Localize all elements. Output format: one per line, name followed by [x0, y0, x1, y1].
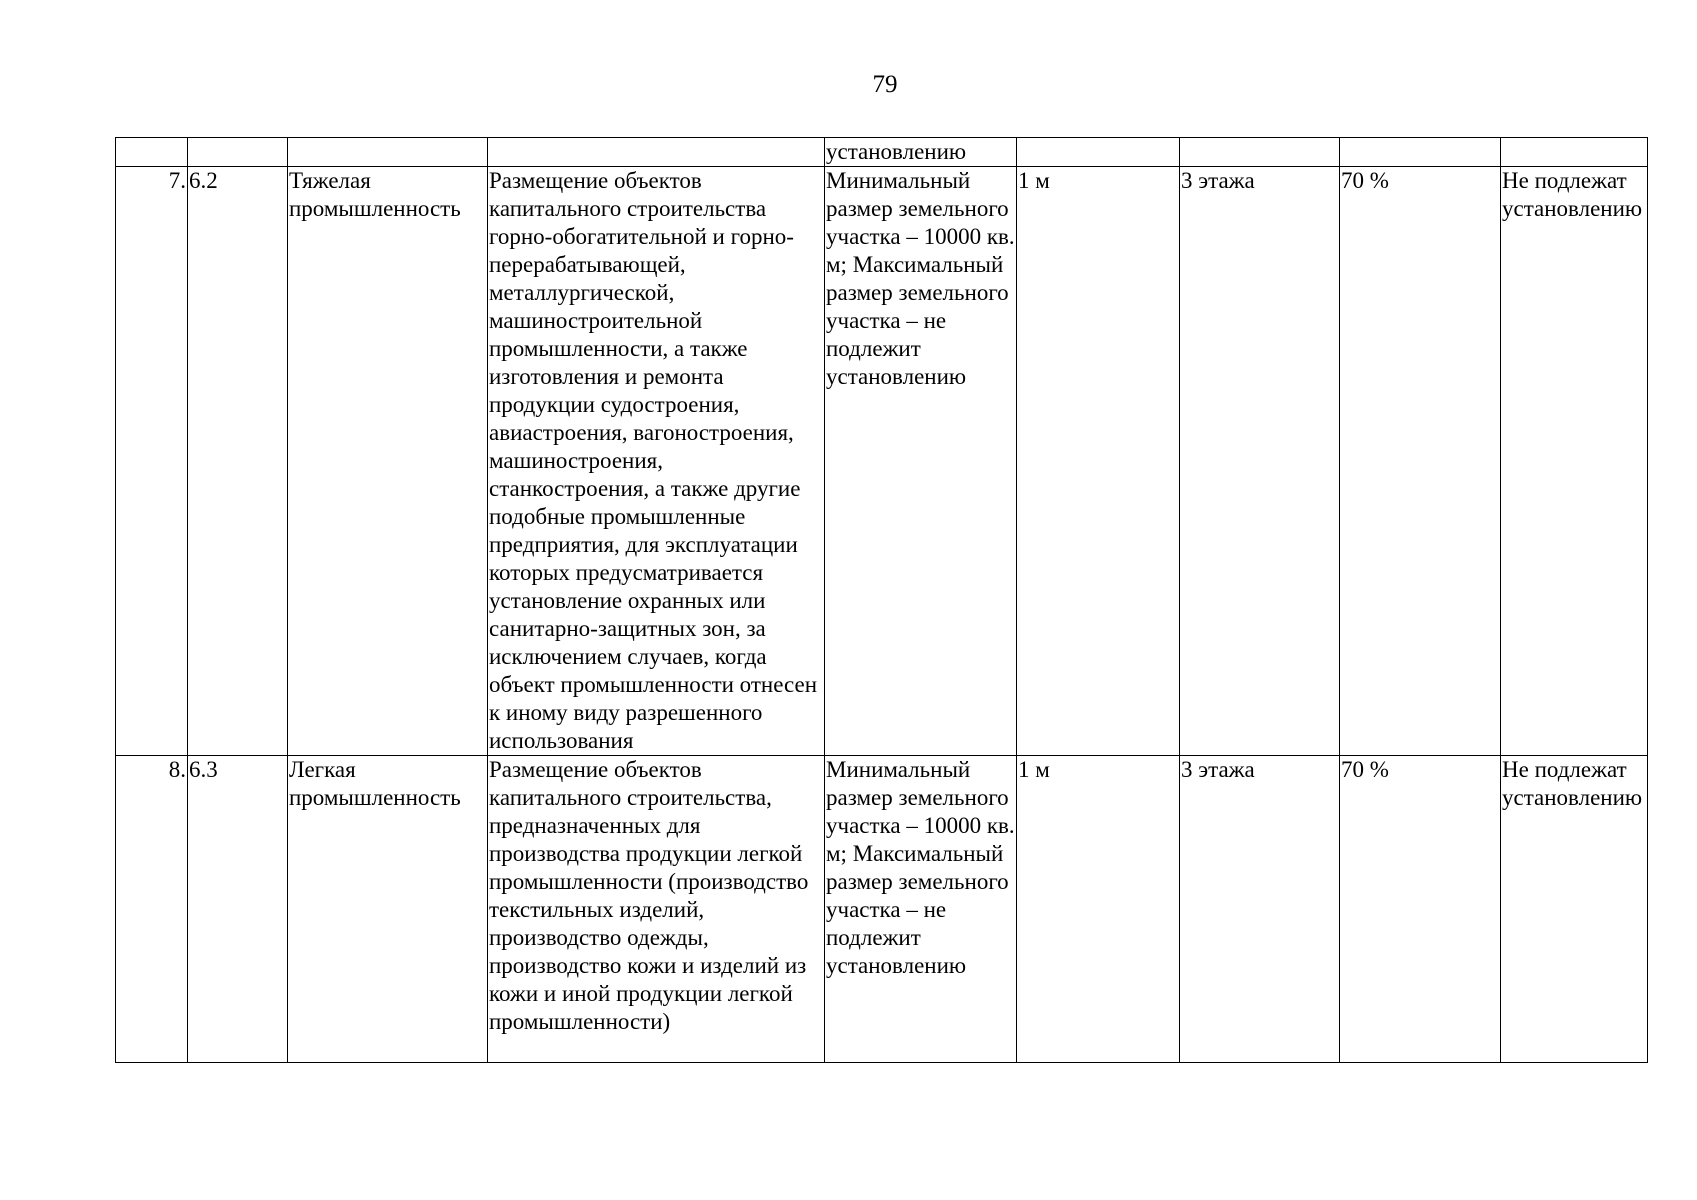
use-code: 6.3 [188, 756, 288, 1063]
use-name: Тяжелая промышленность [288, 167, 488, 756]
table-cell [1180, 138, 1340, 167]
max-floors: 3 этажа [1180, 167, 1340, 756]
use-description: Размещение объектов капитального строительства, предназначенных для производства продукции легкой промышленности (производство текстильных изделий, производство одежды, производство кожи и изделий из кожи и иной продукции легкой промышленности) [488, 756, 825, 1063]
use-name: Легкая промышленность [288, 756, 488, 1063]
table-cell [1501, 138, 1648, 167]
other-parameters: Не подлежат установлению [1501, 756, 1648, 1063]
table-cell [1017, 138, 1180, 167]
table-cell [488, 138, 825, 167]
use-code: 6.2 [188, 167, 288, 756]
table-cell [288, 138, 488, 167]
table-cell [188, 138, 288, 167]
setback: 1 м [1017, 167, 1180, 756]
max-coverage: 70 % [1340, 167, 1501, 756]
land-use-regulations-table [115, 137, 1648, 1063]
plot-size: Минимальный размер земельного участка – 10000 кв. м; Максимальный размер земельного участка – не подлежит установлению [825, 756, 1017, 1063]
table-cell [1340, 138, 1501, 167]
row-number: 7. [116, 167, 188, 756]
page-number: 79 [872, 71, 898, 98]
use-description: Размещение объектов капитального строительства горно-обогатительной и горно-перерабатывающей, металлургической, машиностроительной промышленности, а также изготовления и ремонта продукции судостроения, авиастроения, вагоностроения, машиностроения, станкостроения, а также другие подобные промышленные предприятия, для эксплуатации которых предусматривается установление охранных или санитарно-защитных зон, за исключением случаев, когда объект промышленности отнесен к иному виду разрешенного использования [488, 167, 825, 756]
row-number: 8. [116, 756, 188, 1063]
table-row [116, 756, 1648, 1063]
max-floors: 3 этажа [1180, 756, 1340, 1063]
table-continuation-row [116, 138, 1648, 167]
plot-size: Минимальный размер земельного участка – 10000 кв. м; Максимальный размер земельного участка – не подлежит установлению [825, 167, 1017, 756]
max-coverage: 70 % [1340, 756, 1501, 1063]
table-cell [116, 138, 188, 167]
other-parameters: Не подлежат установлению [1501, 167, 1648, 756]
setback: 1 м [1017, 756, 1180, 1063]
table-cell: установлению [825, 138, 1017, 167]
table-row [116, 167, 1648, 756]
